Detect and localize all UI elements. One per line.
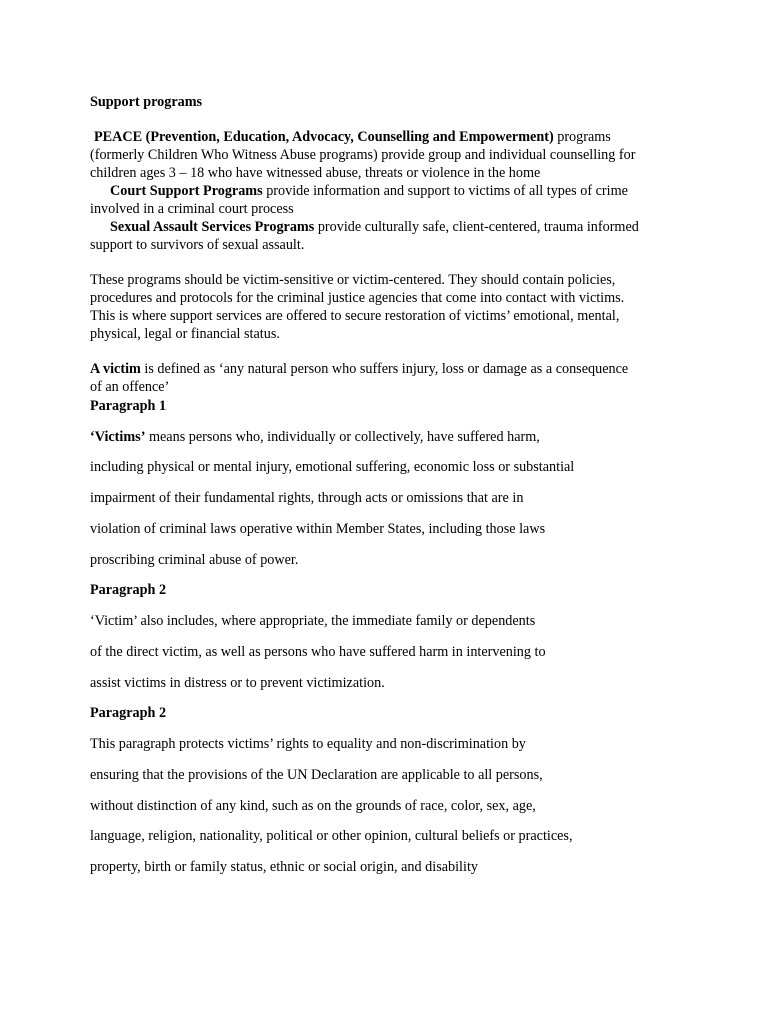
paragraph-2-line-2: of the direct victim, as well as persons who have suffered harm in intervening to (90, 644, 546, 660)
definition-term: A victim (90, 361, 141, 377)
sexual-assault-program-text: provide culturally safe, client-centered, trauma informed (314, 219, 639, 235)
paragraph-1-line-1: ‘Victims’ means persons who, individually or collectively, have suffered harm, (90, 429, 540, 445)
sexual-assault-program-line-1 (110, 218, 639, 236)
paragraph-2b-line-2: ensuring that the provisions of the UN Declaration are applicable to all persons, (90, 767, 543, 783)
court-program-text: provide information and support to victims of all types of crime (262, 183, 628, 199)
paragraph-1-line-2: including physical or mental injury, emotional suffering, economic loss or substantial (90, 459, 575, 475)
paragraph-1-heading: Paragraph 1 (90, 398, 167, 414)
intro-line-4: physical, legal or financial status. (90, 326, 280, 342)
paragraph-1-line-5: proscribing criminal abuse of power. (90, 552, 299, 568)
peace-program-line-1 (94, 128, 611, 146)
court-program-line-2: involved in a criminal court process (90, 201, 294, 217)
sexual-assault-program-name: Sexual Assault Services Programs (110, 219, 315, 235)
paragraph-2-line-3: assist victims in distress or to prevent victimization. (90, 675, 385, 691)
paragraph-2b-line-5: property, birth or family status, ethnic or social origin, and disability (90, 859, 478, 875)
sexual-assault-program-line-2: support to survivors of sexual assault. (90, 237, 305, 253)
definition-line-1 (90, 360, 628, 378)
paragraph-1-line-3: impairment of their fundamental rights, through acts or omissions that are in (90, 490, 524, 506)
section-heading: Support programs (90, 94, 203, 110)
paragraph-2-heading: Paragraph 2 (90, 582, 167, 598)
definition-line-2: of an offence’ (90, 379, 170, 395)
intro-line-2: procedures and protocols for the criminal justice agencies that come into contact with victims. (90, 290, 625, 306)
paragraph-2b-line-4: language, religion, nationality, political or other opinion, cultural beliefs or practices, (90, 828, 573, 844)
peace-program-name: PEACE (Prevention, Education, Advocacy, Counselling and Empowerment) (94, 129, 554, 145)
definition-text: is defined as ‘any natural person who suffers injury, loss or damage as a consequence (140, 361, 629, 377)
peace-program-line-3: children ages 3 – 18 who have witnessed abuse, threats or violence in the home (90, 165, 541, 181)
paragraph-2b-line-1: This paragraph protects victims’ rights to equality and non-discrimination by (90, 736, 526, 752)
paragraph-1-line-4: violation of criminal laws operative within Member States, including those laws (90, 521, 546, 537)
peace-program-text: programs (553, 129, 611, 145)
intro-line-3: This is where support services are offered to secure restoration of victims’ emotional, mental, (90, 308, 620, 324)
paragraph-2b-heading: Paragraph 2 (90, 705, 167, 721)
intro-line-1: These programs should be victim-sensitive or victim-centered. They should contain policies, (90, 272, 616, 288)
court-program-line-1 (110, 182, 628, 200)
paragraph-2-line-1: ‘Victim’ also includes, where appropriate, the immediate family or dependents (90, 613, 536, 629)
court-program-name: Court Support Programs (110, 183, 263, 199)
victims-term: ‘Victims’ (90, 429, 146, 445)
peace-program-line-2: (formerly Children Who Witness Abuse programs) provide group and individual counselling for (90, 147, 636, 163)
paragraph-2b-line-3: without distinction of any kind, such as on the grounds of race, color, sex, age, (90, 798, 536, 814)
